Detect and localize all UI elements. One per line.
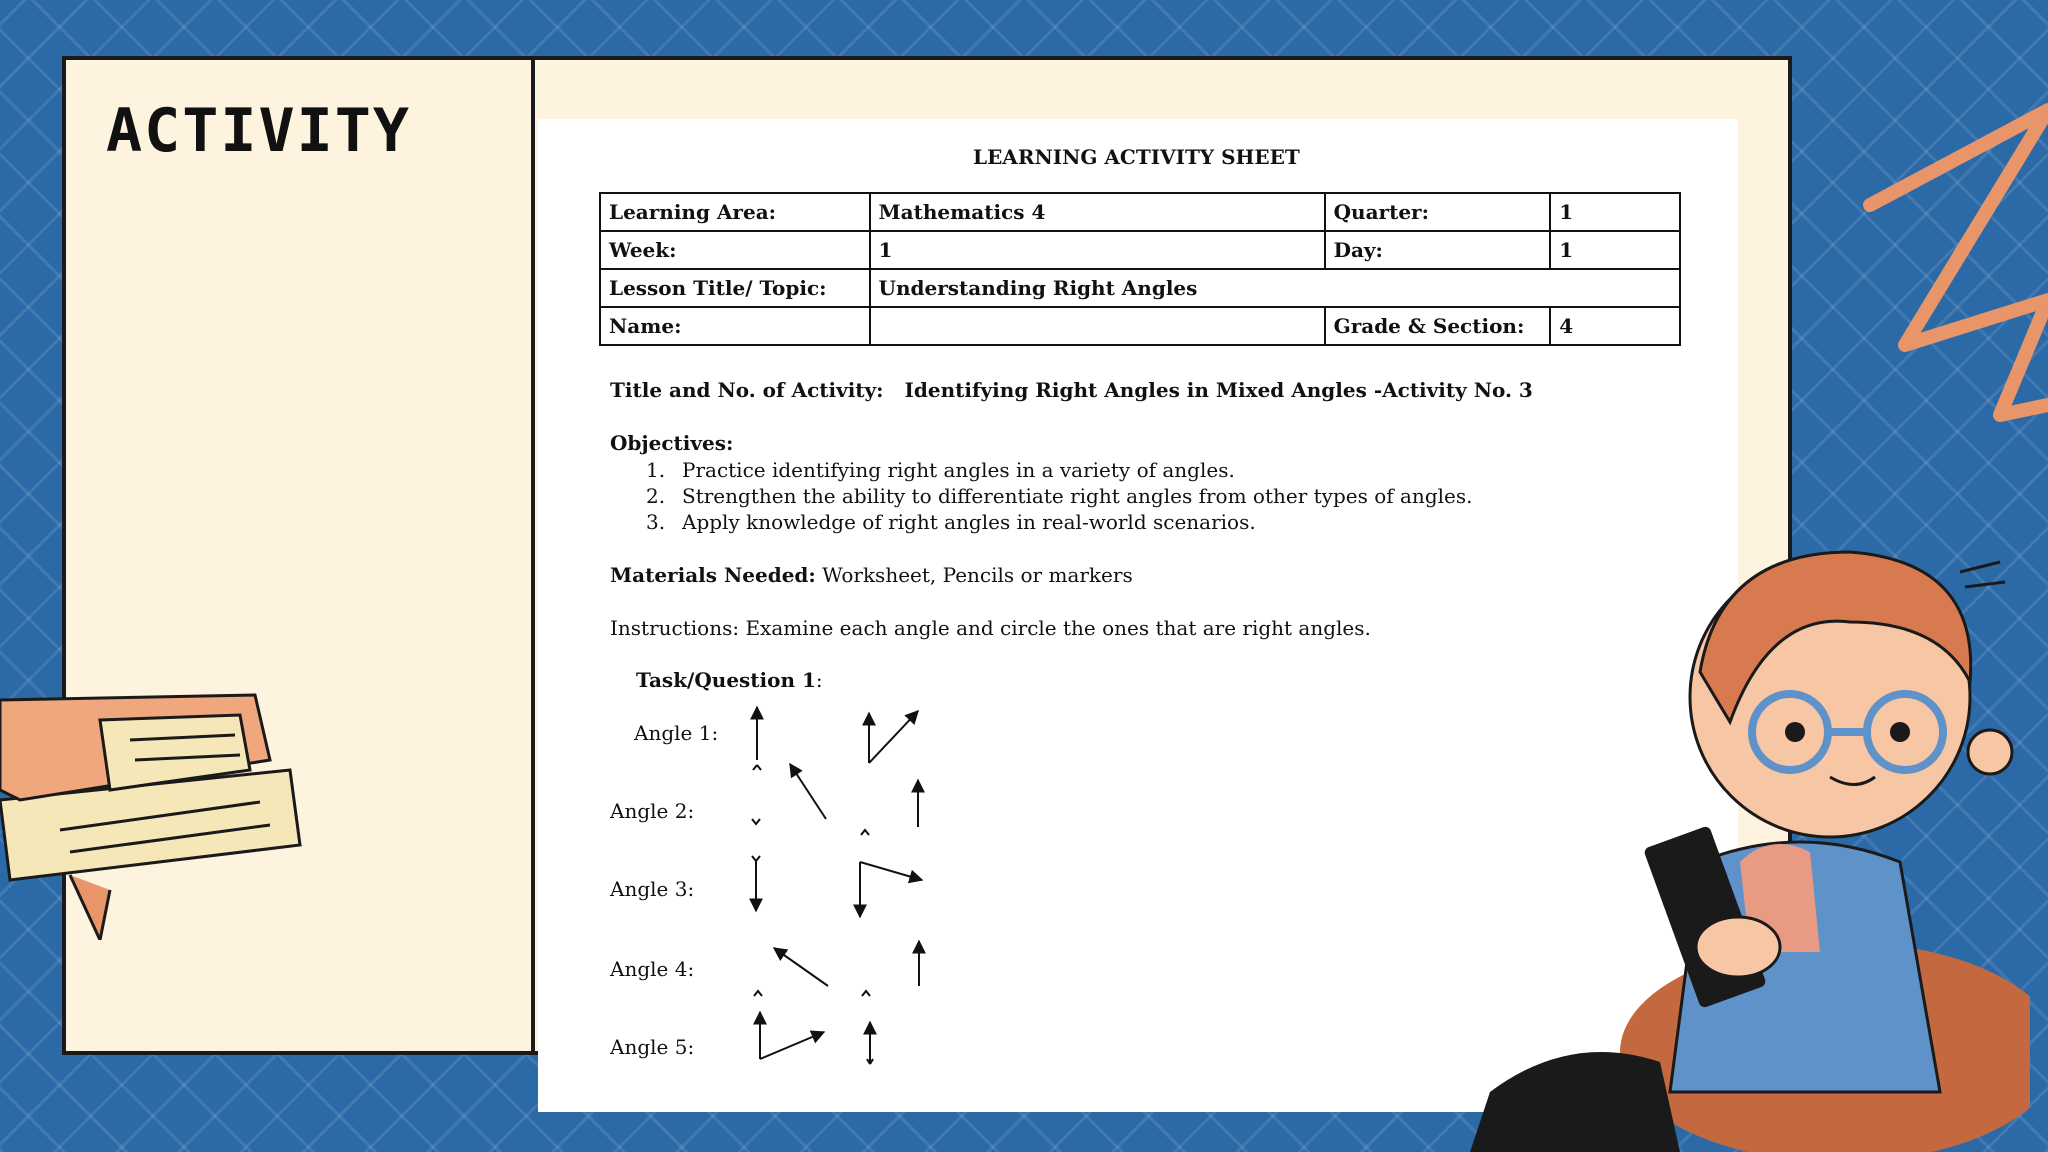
- materials-label: Materials Needed:: [610, 563, 816, 587]
- angle-4-figure: [754, 941, 919, 996]
- angle-1-figure: [753, 707, 918, 770]
- objectives-label: Objectives:: [610, 431, 734, 455]
- angle-2-label: Angle 2:: [610, 799, 695, 823]
- list-item: 3. Apply knowledge of right angles in real-world scenarios.: [646, 510, 1256, 534]
- grade-value: 4: [1550, 307, 1680, 345]
- sheet-title: LEARNING ACTIVITY SHEET: [973, 145, 1300, 169]
- learning-area-label: Learning Area:: [600, 193, 870, 231]
- day-label: Day:: [1325, 231, 1551, 269]
- card-divider: [531, 60, 535, 1051]
- activity-title-label: Title and No. of Activity:: [610, 378, 884, 402]
- angle-3-label: Angle 3:: [610, 877, 695, 901]
- day-value: 1: [1550, 231, 1680, 269]
- materials-value: Worksheet, Pencils or markers: [822, 563, 1133, 587]
- activity-title-value: Identifying Right Angles in Mixed Angles -Activity No. 3: [904, 378, 1533, 402]
- instructions: Instructions: Examine each angle and circle the ones that are right angles.: [610, 616, 1371, 640]
- grade-label: Grade & Section:: [1325, 307, 1551, 345]
- learning-area-value: Mathematics 4: [870, 193, 1325, 231]
- angle-5-label: Angle 5:: [610, 1035, 695, 1059]
- week-label: Week:: [600, 231, 870, 269]
- quarter-value: 1: [1550, 193, 1680, 231]
- week-value: 1: [870, 231, 1325, 269]
- list-item: 2. Strengthen the ability to differentiate right angles from other types of angles.: [646, 484, 1473, 508]
- angle-4-label: Angle 4:: [610, 957, 695, 981]
- activity-heading: ACTIVITY: [106, 96, 411, 166]
- quarter-label: Quarter:: [1325, 193, 1551, 231]
- angle-2-figure: [752, 764, 918, 835]
- name-label: Name:: [600, 307, 870, 345]
- angle-3-figure: [752, 856, 922, 917]
- books-illustration: [0, 680, 320, 940]
- angle-5-figure: [760, 1012, 873, 1064]
- lesson-label: Lesson Title/ Topic:: [600, 269, 870, 307]
- angle-1-label: Angle 1:: [634, 721, 719, 745]
- lesson-value: Understanding Right Angles: [870, 269, 1680, 307]
- child-reading-illustration: [1470, 532, 2030, 1152]
- task-label: Task/Question 1: [636, 668, 816, 692]
- task-colon: :: [815, 668, 823, 692]
- list-item: 1. Practice identifying right angles in a variety of angles.: [646, 458, 1235, 482]
